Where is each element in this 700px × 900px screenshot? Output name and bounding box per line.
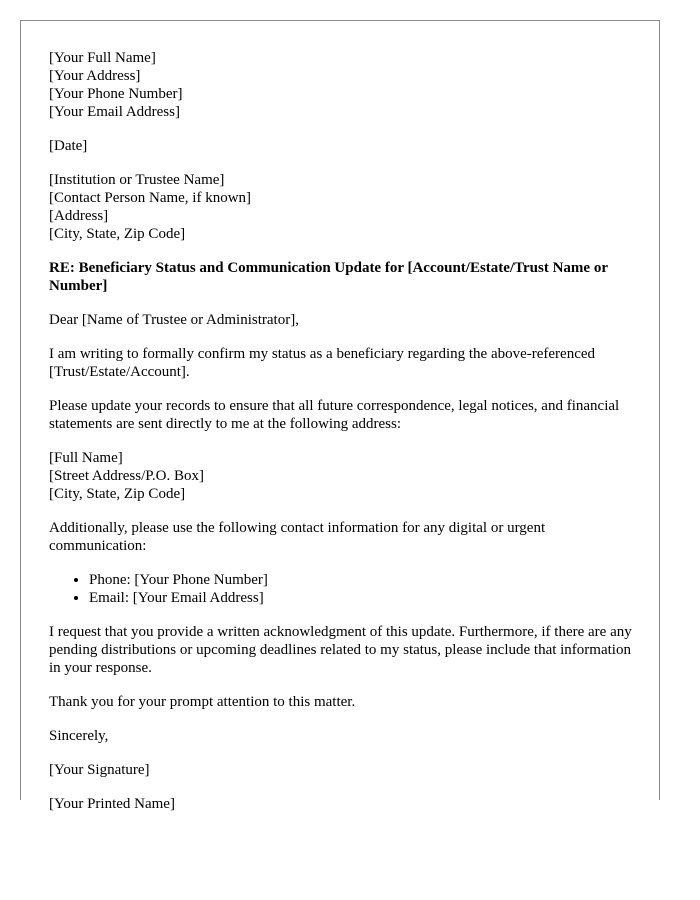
body-paragraph-2: Please update your records to ensure that all future correspondence, legal notices, and financial statements are sent directly to me at the following address: [49, 398, 620, 432]
sender-line: [Your Email Address] [49, 104, 180, 120]
contact-list-item-email: • Email: [Your Email Address] [89, 589, 639, 607]
signature: [Your Signature] [49, 762, 150, 778]
subject-line: RE: Beneficiary Status and Communication Update for [Account/Estate/Trust Name or Number] [49, 260, 608, 294]
recipient-line: [Contact Person Name, if known] [49, 190, 252, 206]
closing: Sincerely, [49, 728, 109, 744]
sender-line: [Your Phone Number] [49, 86, 183, 102]
recipient-line: [City, State, Zip Code] [49, 226, 186, 242]
sender-address-block [49, 49, 639, 121]
contact-list-item-phone: • Phone: [Your Phone Number] [89, 571, 639, 589]
body-paragraph-4: I request that you provide a written acknowledgment of this update. Furthermore, if there are any pending distributions or upcoming deadlines related to my status, please include that information in your response. [49, 624, 632, 676]
mailing-address-line: [Street Address/P.O. Box] [49, 468, 204, 484]
contact-list [49, 571, 639, 607]
body-paragraph-3: Additionally, please use the following contact information for any digital or urgent communication: [49, 520, 546, 554]
letter-date: [Date] [49, 138, 88, 154]
letter-content [49, 49, 639, 829]
recipient-line: [Institution or Trustee Name] [49, 172, 225, 188]
body-paragraph-5: Thank you for your prompt attention to this matter. [49, 694, 356, 710]
body-paragraph-1: I am writing to formally confirm my status as a beneficiary regarding the above-referenced [Trust/Estate/Account]. [49, 346, 596, 380]
recipient-address-block [49, 171, 639, 243]
mailing-address-line: [Full Name] [49, 450, 123, 466]
sender-line: [Your Address] [49, 68, 141, 84]
letter-page [20, 20, 660, 812]
salutation: Dear [Name of Trustee or Administrator], [49, 312, 299, 328]
mailing-address-line: [City, State, Zip Code] [49, 486, 186, 502]
recipient-line: [Address] [49, 208, 109, 224]
sender-line: [Your Full Name] [49, 50, 156, 66]
mailing-address-block [49, 449, 639, 503]
printed-name: [Your Printed Name] [49, 796, 175, 812]
